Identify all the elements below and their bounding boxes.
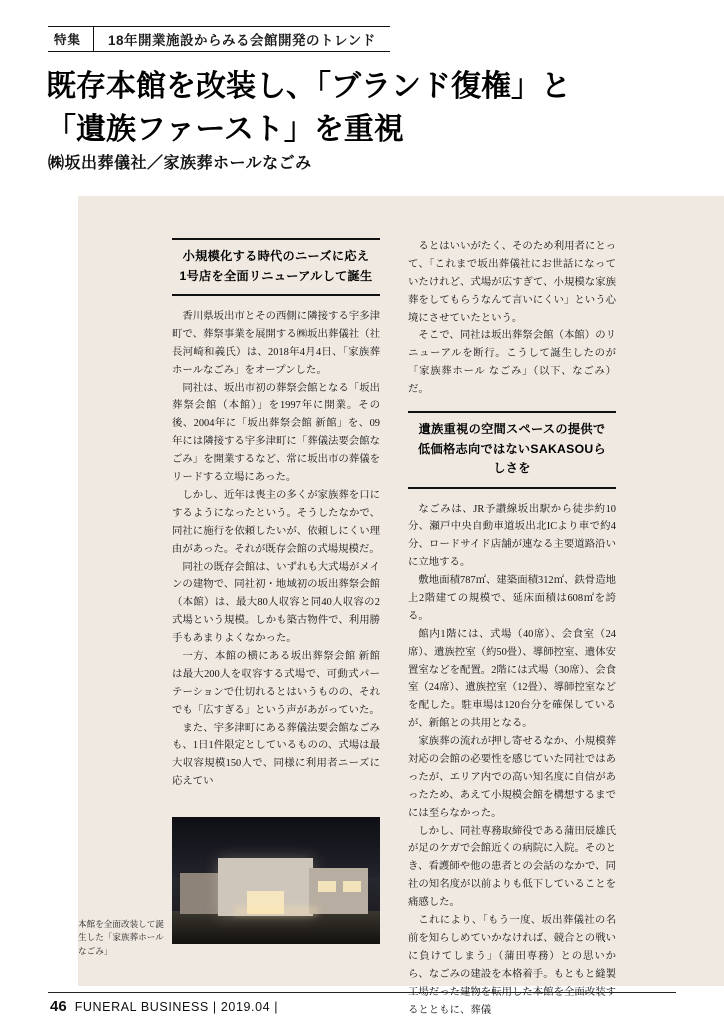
photo-caption: 本館を全面改装して誕生した「家族葬ホールなごみ」 bbox=[78, 919, 164, 956]
kicker-tag: 特集 bbox=[48, 27, 94, 51]
paragraph: 同社は、坂出市初の葬祭会館となる「坂出葬祭会館（本館）」を1997年に開業。その後、2004年に「坂出葬祭会館 新館」を、09年には隣接する宇多津町に「葬儀法要会館なごみ」を開業するなど、常に坂出市の葬儀をリードする立場にあった。 bbox=[172, 382, 380, 484]
paragraph: これにより、「もう一度、坂出葬儀社の名前を知らしめていかなければ、競合との戦いに負けてしまう」（蒲田専務）との思いから、なごみの建設を本格着手。もともと縫製工場だった建物を転用した本館を全面改装するとともに、葬儀 bbox=[408, 915, 616, 1016]
left-subheading-line-2: 1号店を全面リニューアルして誕生 bbox=[179, 268, 373, 283]
headline-line-1: 既存本館を改装し、「ブランド復権」と bbox=[46, 70, 571, 103]
photo-building-left bbox=[180, 873, 222, 914]
paragraph: るとはいいがたく、そのため利用者にとって、「これまで坂出葬儀社にお世話になっていたけれど、式場が広すぎて、小規模な家族葬をしてもらうなんて言いにくい」という心境にさせていたという。 bbox=[408, 241, 616, 324]
left-column bbox=[172, 238, 380, 791]
byline: ㈱坂出葬儀社／家族葬ホールなごみ bbox=[48, 155, 312, 172]
paragraph: 同社の既存会館は、いずれも大式場がメインの建物で、同社初・地域初の坂出葬祭会館（本館）は、最大80人収容と同40人収容の2式場という規模。しかも築古物件で、利用勝手もあまりよくなかった。 bbox=[172, 561, 380, 645]
photo-light-glow bbox=[234, 906, 317, 916]
paragraph: 香川県坂出市とその西側に隣接する宇多津町で、葬祭事業を展開する㈱坂出葬儀社（社長河崎和義氏）は、2018年4月4日、「家族葬ホールなごみ」をオープンした。 bbox=[172, 311, 380, 376]
footer-divider bbox=[48, 992, 676, 993]
paragraph: しかし、近年は喪主の多くが家族葬を口にするようになったという。そうしたなかで、同社に施行を依頼したいが、依頼しにくい理由があった。それが既存会館の式場規模だ。 bbox=[172, 489, 380, 555]
left-subheading bbox=[172, 238, 380, 296]
publication-title: FUNERAL BUSINESS | 2019.04 | bbox=[74, 1000, 279, 1014]
paragraph: また、宇多津町にある葬儀法要会館なごみも、1日1件限定としているものの、式場は最大収容規模150人で、同様に利用者ニーズに応えてい bbox=[172, 722, 380, 788]
page-title bbox=[46, 66, 686, 151]
photo-window bbox=[343, 881, 362, 892]
kicker-banner bbox=[48, 26, 390, 52]
page-number: 46 bbox=[50, 998, 67, 1015]
paragraph: なごみは、JR予讃線坂出駅から徒歩約10分、瀬戸中央自動車道坂出北ICより車で約4分、ロードサイド店舗が連なる主要道路沿いに立地する。 bbox=[408, 503, 616, 569]
paragraph: 敷地面積787㎡、建築面積312㎡、鉄骨造地上2階建ての規模で、延床面積は608㎡を誇る。 bbox=[408, 575, 616, 622]
paragraph: 家族葬の流れが押し寄せるなか、小規模葬対応の会館の必要性を感じていた同社ではあったが、エリア内での高い知名度に自信があったため、あえて小規模会館を構想するまでには至らなかった。 bbox=[408, 736, 616, 819]
headline-line-2: 「遺族ファースト」を重視 bbox=[46, 112, 404, 146]
paragraph: そこで、同社は坂出葬祭会館（本館）のリニューアルを断行。こうして誕生したのが「家族葬ホール なごみ」（以下、なごみ）だ。 bbox=[408, 330, 616, 396]
left-subheading-line-1: 小規模化する時代のニーズに応え bbox=[182, 249, 370, 263]
right-column bbox=[408, 238, 616, 1019]
photo-window bbox=[318, 881, 337, 892]
building-exterior-night-photo bbox=[172, 817, 380, 944]
right-subheading-line-1: 遺族重視の空間スペースの提供で bbox=[418, 422, 606, 437]
paragraph: 館内1階には、式場（40席）、会食室（24席）、遺族控室（約50畳）、導師控室、遺体安置室などを配置。2階には式場（30席）、会食室（24席）、遺族控室（12畳）、導師控室などを配した。駐車場は120台分を確保しているが、新館との共用となる。 bbox=[408, 628, 616, 730]
kicker-text: 18年開業施設からみる会館開発のトレンド bbox=[108, 33, 376, 48]
paragraph: 一方、本館の横にある坂出葬祭会館 新館は最大200人を収容する式場で、可動式パーテーションで仕切れるとはいうものの、それでも「広すぎる」という声があがっていた。 bbox=[172, 650, 380, 716]
right-subheading-line-2: 低価格志向ではないSAKASOUらしさを bbox=[418, 441, 606, 476]
page-footer bbox=[50, 998, 278, 1015]
right-subheading bbox=[408, 411, 616, 489]
article-photo bbox=[172, 817, 380, 944]
paragraph: しかし、同社専務取締役である蒲田辰雄氏が足のケガで会館近くの病院に入院。そのとき、看護師や他の患者との会話のなかで、同社の知名度が以前よりも低下していることを痛感した。 bbox=[408, 825, 616, 909]
